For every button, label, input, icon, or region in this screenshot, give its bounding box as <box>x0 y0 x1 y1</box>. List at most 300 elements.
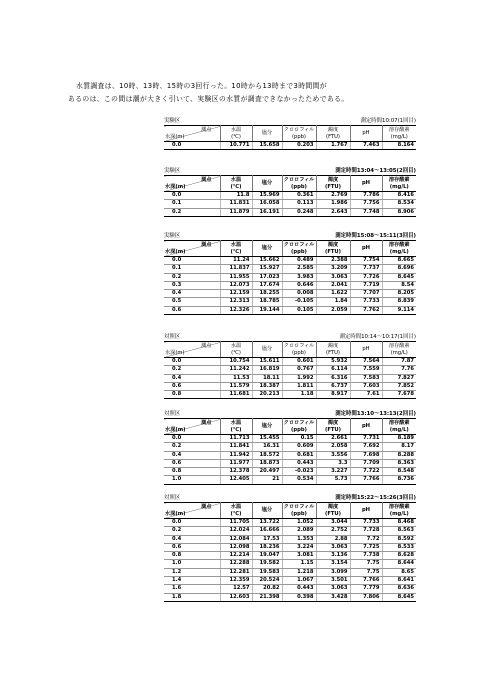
cell-water-temp: 11.831 <box>220 200 252 208</box>
cell-turbidity: 2.88 <box>316 535 350 543</box>
cell-dissolved-oxygen: 7.827 <box>382 374 416 382</box>
cell-dissolved-oxygen: 8.54 <box>382 281 416 289</box>
cell-turbidity: 3.136 <box>316 552 350 560</box>
cell-turbidity: 2.661 <box>316 435 350 443</box>
cell-salinity: 15.662 <box>252 257 282 265</box>
cell-chlorophyll: 1.18 <box>282 391 316 399</box>
header-water-temp: 水温 (℃) <box>220 503 252 519</box>
cell-chlorophyll: -0.023 <box>282 468 316 476</box>
header-measure-depth <box>164 419 220 435</box>
cell-chlorophyll: 1.067 <box>282 577 316 585</box>
cell-depth: 0.3 <box>164 281 220 289</box>
area-label: 実験区 <box>164 233 181 239</box>
cell-water-temp: 12.214 <box>220 552 252 560</box>
cell-turbidity: 6.114 <box>316 366 350 374</box>
cell-turbidity: 5.73 <box>316 476 350 484</box>
cell-ph: 7.737 <box>350 265 382 273</box>
cell-water-temp: 11.579 <box>220 382 252 390</box>
cell-water-temp: 12.359 <box>220 577 252 585</box>
cell-dissolved-oxygen: 8.696 <box>382 265 416 273</box>
block-header <box>164 495 416 502</box>
cell-turbidity: 3.063 <box>316 543 350 551</box>
header-measure-depth <box>164 176 220 192</box>
cell-chlorophyll: 1.218 <box>282 568 316 576</box>
header-turbidity: 濁度 (FTU) <box>316 126 350 142</box>
table-row <box>164 374 416 382</box>
intro-line-2: あるのは、この間は潮が大きく引いて、実験区の水質が調査できなかったためである。 <box>68 95 349 103</box>
header-ph: pH <box>350 503 382 519</box>
area-label: 実験区 <box>164 118 181 124</box>
cell-salinity: 13.722 <box>252 519 282 527</box>
table-row <box>164 527 416 535</box>
table-row <box>164 142 416 150</box>
measurement-block <box>164 411 416 485</box>
cell-chlorophyll: 0.203 <box>282 142 316 150</box>
table-row <box>164 443 416 451</box>
cell-chlorophyll: 3.983 <box>282 273 316 281</box>
table-header-row <box>164 126 416 142</box>
cell-depth: 0.2 <box>164 273 220 281</box>
cell-turbidity: 2.643 <box>316 208 350 216</box>
header-depth: 水深(m) <box>165 510 186 517</box>
table-row <box>164 257 416 265</box>
cell-dissolved-oxygen: 8.363 <box>382 459 416 467</box>
measurement-block <box>164 118 416 150</box>
cell-ph: 7.72 <box>350 535 382 543</box>
cell-depth: 0.4 <box>164 451 220 459</box>
cell-salinity: 20.82 <box>252 585 282 593</box>
cell-dissolved-oxygen: 8.534 <box>382 200 416 208</box>
cell-ph: 7.75 <box>350 560 382 568</box>
table-row <box>164 290 416 298</box>
header-dissolved-oxygen: 溶存酸素 (mg/L) <box>382 342 416 358</box>
table-header-row <box>164 419 416 435</box>
cell-depth: 0.2 <box>164 366 220 374</box>
cell-ph: 7.766 <box>350 577 382 585</box>
table-row <box>164 306 416 314</box>
area-label: 対照区 <box>164 411 181 417</box>
cell-ph: 7.709 <box>350 459 382 467</box>
cell-ph: 7.733 <box>350 519 382 527</box>
table-row <box>164 382 416 390</box>
cell-ph: 7.754 <box>350 257 382 265</box>
cell-water-temp: 11.242 <box>220 366 252 374</box>
block-header <box>164 168 416 175</box>
table-row <box>164 273 416 281</box>
cell-ph: 7.559 <box>350 366 382 374</box>
cell-turbidity: 3.227 <box>316 468 350 476</box>
block-header <box>164 233 416 240</box>
cell-ph: 7.463 <box>350 142 382 150</box>
header-measure-point: 測点 <box>201 504 212 510</box>
measurement-block <box>164 334 416 399</box>
cell-chlorophyll: 1.052 <box>282 519 316 527</box>
cell-ph: 7.564 <box>350 358 382 366</box>
cell-chlorophyll: 0.248 <box>282 208 316 216</box>
cell-salinity: 17.674 <box>252 281 282 289</box>
table-row <box>164 358 416 366</box>
cell-salinity: 15.455 <box>252 435 282 443</box>
cell-depth: 0.1 <box>164 265 220 273</box>
header-salinity: 塩分 <box>252 126 282 142</box>
measurement-time: 測定時間15:22～15:26(3回目) <box>335 495 416 501</box>
measurement-time: 測定時間13:10～13:13(2回目) <box>335 411 416 417</box>
header-measure-point: 測点 <box>201 177 212 183</box>
table-row <box>164 543 416 551</box>
header-depth: 水深(m) <box>165 183 186 190</box>
table-row <box>164 208 416 216</box>
cell-depth: 1.0 <box>164 560 220 568</box>
cell-dissolved-oxygen: 7.678 <box>382 391 416 399</box>
header-measure-point: 測点 <box>201 242 212 248</box>
cell-dissolved-oxygen: 8.592 <box>382 535 416 543</box>
cell-water-temp: 12.288 <box>220 560 252 568</box>
cell-turbidity: 3.099 <box>316 568 350 576</box>
cell-chlorophyll: 0.113 <box>282 200 316 208</box>
cell-salinity: 15.927 <box>252 265 282 273</box>
header-turbidity: 濁度 (FTU) <box>316 241 350 257</box>
table-row <box>164 192 416 200</box>
cell-dissolved-oxygen: 8.189 <box>382 435 416 443</box>
header-chlorophyll: クロロフィル (ppb) <box>283 420 315 433</box>
table-row <box>164 265 416 273</box>
cell-ph: 7.698 <box>350 451 382 459</box>
cell-turbidity: 3.428 <box>316 593 350 601</box>
cell-ph: 7.726 <box>350 273 382 281</box>
header-ph: pH <box>350 419 382 435</box>
cell-chlorophyll: 0.609 <box>282 443 316 451</box>
cell-water-temp: 12.313 <box>220 298 252 306</box>
cell-salinity: 15.658 <box>252 142 282 150</box>
cell-water-temp: 12.326 <box>220 306 252 314</box>
cell-depth: 0.2 <box>164 208 220 216</box>
cell-dissolved-oxygen: 8.636 <box>382 585 416 593</box>
cell-water-temp: 11.681 <box>220 391 252 399</box>
cell-dissolved-oxygen: 8.906 <box>382 208 416 216</box>
cell-salinity: 15.611 <box>252 358 282 366</box>
cell-water-temp: 11.977 <box>220 459 252 467</box>
cell-turbidity: 6.316 <box>316 374 350 382</box>
cell-depth: 0.4 <box>164 535 220 543</box>
table-row <box>164 568 416 576</box>
cell-depth: 0.2 <box>164 443 220 451</box>
cell-water-temp: 12.281 <box>220 568 252 576</box>
table-row <box>164 366 416 374</box>
header-water-temp: 水温 (℃) <box>220 342 252 358</box>
water-quality-table <box>164 502 416 602</box>
cell-dissolved-oxygen: 7.87 <box>382 358 416 366</box>
cell-ph: 7.75 <box>350 568 382 576</box>
cell-chlorophyll: 0.646 <box>282 281 316 289</box>
cell-chlorophyll: 0.681 <box>282 451 316 459</box>
cell-depth: 0.0 <box>164 435 220 443</box>
header-chlorophyll: クロロフィル (ppb) <box>283 242 315 255</box>
cell-salinity: 19.144 <box>252 306 282 314</box>
cell-salinity: 16.058 <box>252 200 282 208</box>
measurement-time: 測定時間10:07(1回目) <box>360 118 416 124</box>
cell-water-temp: 11.24 <box>220 257 252 265</box>
cell-depth: 0.0 <box>164 192 220 200</box>
cell-water-temp: 11.955 <box>220 273 252 281</box>
measurement-time: 測定時間15:08～15:11(3回目) <box>335 233 416 239</box>
cell-salinity: 21.398 <box>252 593 282 601</box>
cell-dissolved-oxygen: 8.288 <box>382 451 416 459</box>
cell-dissolved-oxygen: 8.164 <box>382 142 416 150</box>
area-label: 対照区 <box>164 334 181 340</box>
cell-turbidity: 1.84 <box>316 298 350 306</box>
table-row <box>164 593 416 601</box>
cell-turbidity: 3.044 <box>316 519 350 527</box>
header-measure-depth <box>164 126 220 142</box>
measurement-block <box>164 168 416 217</box>
cell-salinity: 17.53 <box>252 535 282 543</box>
cell-turbidity: 1.622 <box>316 290 350 298</box>
header-ph: pH <box>350 241 382 257</box>
cell-chlorophyll: 0.398 <box>282 593 316 601</box>
header-depth: 水深(m) <box>165 426 186 433</box>
cell-salinity: 18.387 <box>252 382 282 390</box>
table-header-row <box>164 241 416 257</box>
cell-depth: 0.8 <box>164 552 220 560</box>
header-chlorophyll: クロロフィル (ppb) <box>283 343 315 356</box>
header-depth: 水深(m) <box>165 248 186 255</box>
cell-water-temp: 12.57 <box>220 585 252 593</box>
cell-turbidity: 1.986 <box>316 200 350 208</box>
cell-turbidity: 2.059 <box>316 306 350 314</box>
cell-depth: 1.6 <box>164 585 220 593</box>
cell-ph: 7.779 <box>350 585 382 593</box>
header-salinity: 塩分 <box>252 342 282 358</box>
cell-water-temp: 12.098 <box>220 543 252 551</box>
cell-turbidity: 2.388 <box>316 257 350 265</box>
cell-salinity: 21 <box>252 476 282 484</box>
header-salinity: 塩分 <box>252 176 282 192</box>
cell-turbidity: 6.737 <box>316 382 350 390</box>
table-row <box>164 298 416 306</box>
cell-water-temp: 11.8 <box>220 192 252 200</box>
cell-salinity: 18.11 <box>252 374 282 382</box>
header-dissolved-oxygen: 溶存酸素 (mg/L) <box>382 419 416 435</box>
cell-depth: 0.6 <box>164 543 220 551</box>
cell-salinity: 18.572 <box>252 451 282 459</box>
cell-chlorophyll: 3.081 <box>282 552 316 560</box>
cell-ph: 7.692 <box>350 443 382 451</box>
cell-salinity: 18.236 <box>252 543 282 551</box>
table-row <box>164 435 416 443</box>
cell-water-temp: 10.771 <box>220 142 252 150</box>
cell-water-temp: 11.942 <box>220 451 252 459</box>
cell-dissolved-oxygen: 8.65 <box>382 568 416 576</box>
cell-turbidity: 3.063 <box>316 273 350 281</box>
cell-depth: 0.8 <box>164 468 220 476</box>
cell-dissolved-oxygen: 8.416 <box>382 192 416 200</box>
cell-chlorophyll: 0.767 <box>282 366 316 374</box>
cell-salinity: 15.969 <box>252 192 282 200</box>
cell-water-temp: 11.879 <box>220 208 252 216</box>
cell-salinity: 19.582 <box>252 560 282 568</box>
cell-ph: 7.733 <box>350 298 382 306</box>
cell-dissolved-oxygen: 8.665 <box>382 257 416 265</box>
cell-ph: 7.603 <box>350 382 382 390</box>
header-water-temp: 水温 (℃) <box>220 241 252 257</box>
cell-salinity: 18.255 <box>252 290 282 298</box>
cell-salinity: 16.666 <box>252 527 282 535</box>
header-measure-point: 測点 <box>201 420 212 426</box>
water-quality-table <box>164 341 416 399</box>
cell-salinity: 20.497 <box>252 468 282 476</box>
cell-ph: 7.756 <box>350 200 382 208</box>
cell-salinity: 18.873 <box>252 459 282 467</box>
cell-dissolved-oxygen: 9.114 <box>382 306 416 314</box>
water-quality-table <box>164 240 416 315</box>
cell-water-temp: 12.405 <box>220 476 252 484</box>
cell-water-temp: 11.841 <box>220 443 252 451</box>
cell-depth: 0.1 <box>164 200 220 208</box>
header-chlorophyll: クロロフィル (ppb) <box>283 504 315 517</box>
cell-salinity: 16.191 <box>252 208 282 216</box>
header-depth: 水深(m) <box>165 349 185 356</box>
table-row <box>164 476 416 484</box>
cell-depth: 0.0 <box>164 519 220 527</box>
cell-ph: 7.722 <box>350 468 382 476</box>
cell-dissolved-oxygen: 8.736 <box>382 476 416 484</box>
cell-turbidity: 2.041 <box>316 281 350 289</box>
cell-salinity: 17.023 <box>252 273 282 281</box>
cell-depth: 0.0 <box>164 257 220 265</box>
block-header <box>164 118 416 125</box>
intro-line-1: 水質調査は、10時、13時、15時の3回行った。10時から13時まで3時間間が <box>76 82 328 90</box>
block-header <box>164 334 416 341</box>
cell-water-temp: 11.53 <box>220 374 252 382</box>
cell-dissolved-oxygen: 8.468 <box>382 519 416 527</box>
header-measure-point: 測点 <box>201 127 212 133</box>
cell-chlorophyll: 0.534 <box>282 476 316 484</box>
cell-dissolved-oxygen: 7.852 <box>382 382 416 390</box>
cell-chlorophyll: 1.992 <box>282 374 316 382</box>
cell-turbidity: 8.917 <box>316 391 350 399</box>
cell-dissolved-oxygen: 8.644 <box>382 560 416 568</box>
cell-dissolved-oxygen: 8.839 <box>382 298 416 306</box>
header-ph: pH <box>350 342 382 358</box>
cell-water-temp: 12.024 <box>220 527 252 535</box>
table-row <box>164 200 416 208</box>
cell-chlorophyll: 0.15 <box>282 435 316 443</box>
cell-ph: 7.738 <box>350 552 382 560</box>
cell-chlorophyll: 0.361 <box>282 192 316 200</box>
cell-water-temp: 10.754 <box>220 358 252 366</box>
cell-dissolved-oxygen: 8.533 <box>382 543 416 551</box>
header-chlorophyll: クロロフィル (ppb) <box>283 177 315 190</box>
table-header-row <box>164 176 416 192</box>
cell-dissolved-oxygen: 7.76 <box>382 366 416 374</box>
table-row <box>164 577 416 585</box>
cell-chlorophyll: 0.601 <box>282 358 316 366</box>
cell-depth: 0.4 <box>164 374 220 382</box>
cell-chlorophyll: 0.443 <box>282 585 316 593</box>
header-turbidity: 濁度 (FTU) <box>316 342 350 358</box>
cell-depth: 0.0 <box>164 358 220 366</box>
intro-text <box>68 80 428 106</box>
cell-turbidity: 1.767 <box>316 142 350 150</box>
cell-depth: 0.6 <box>164 459 220 467</box>
measurement-block <box>164 233 416 315</box>
cell-turbidity: 3.3 <box>316 459 350 467</box>
cell-dissolved-oxygen: 8.645 <box>382 273 416 281</box>
cell-water-temp: 11.837 <box>220 265 252 273</box>
header-ph: pH <box>350 126 382 142</box>
cell-ph: 7.583 <box>350 374 382 382</box>
header-measure-point: 測点 <box>201 343 212 349</box>
table-row <box>164 535 416 543</box>
cell-depth: 0.6 <box>164 382 220 390</box>
cell-ph: 7.725 <box>350 543 382 551</box>
water-quality-table <box>164 418 416 485</box>
table-row <box>164 560 416 568</box>
header-dissolved-oxygen: 溶存酸素 (mg/L) <box>382 126 416 142</box>
cell-dissolved-oxygen: 8.645 <box>382 593 416 601</box>
cell-salinity: 18.785 <box>252 298 282 306</box>
cell-salinity: 20.524 <box>252 577 282 585</box>
cell-chlorophyll: 0.443 <box>282 459 316 467</box>
cell-depth: 1.0 <box>164 476 220 484</box>
cell-turbidity: 3.063 <box>316 585 350 593</box>
header-ph: pH <box>350 176 382 192</box>
table-row <box>164 468 416 476</box>
cell-water-temp: 12.073 <box>220 281 252 289</box>
header-measure-depth <box>164 342 220 358</box>
table-header-row <box>164 342 416 358</box>
cell-ph: 7.762 <box>350 306 382 314</box>
cell-turbidity: 2.752 <box>316 527 350 535</box>
table-row <box>164 391 416 399</box>
table-row <box>164 552 416 560</box>
measurement-time: 測定時間13:04～13:05(2回目) <box>335 168 416 174</box>
cell-chlorophyll: 3.224 <box>282 543 316 551</box>
cell-water-temp: 12.378 <box>220 468 252 476</box>
cell-dissolved-oxygen: 8.548 <box>382 468 416 476</box>
cell-turbidity: 3.556 <box>316 451 350 459</box>
cell-chlorophyll: -0.105 <box>282 298 316 306</box>
cell-water-temp: 12.159 <box>220 290 252 298</box>
cell-dissolved-oxygen: 8.628 <box>382 552 416 560</box>
header-salinity: 塩分 <box>252 419 282 435</box>
table-row <box>164 451 416 459</box>
cell-turbidity: 5.932 <box>316 358 350 366</box>
cell-ph: 7.766 <box>350 476 382 484</box>
cell-depth: 0.2 <box>164 527 220 535</box>
cell-ph: 7.748 <box>350 208 382 216</box>
measurement-time: 測定時間10:14～10:17(1回目) <box>339 334 416 340</box>
cell-salinity: 20.213 <box>252 391 282 399</box>
cell-water-temp: 12.084 <box>220 535 252 543</box>
cell-turbidity: 3.501 <box>316 577 350 585</box>
area-label: 対照区 <box>164 495 181 501</box>
header-turbidity: 濁度 (FTU) <box>316 503 350 519</box>
cell-ph: 7.806 <box>350 593 382 601</box>
cell-water-temp: 11.713 <box>220 435 252 443</box>
header-measure-depth <box>164 503 220 519</box>
cell-depth: 1.8 <box>164 593 220 601</box>
cell-turbidity: 2.058 <box>316 443 350 451</box>
table-row <box>164 459 416 467</box>
header-salinity: 塩分 <box>252 241 282 257</box>
header-water-temp: 水温 (℃) <box>220 419 252 435</box>
cell-chlorophyll: 2.585 <box>282 265 316 273</box>
header-turbidity: 濁度 (FTU) <box>316 176 350 192</box>
cell-salinity: 16.31 <box>252 443 282 451</box>
header-salinity: 塩分 <box>252 503 282 519</box>
header-water-temp: 水温 (℃) <box>220 176 252 192</box>
